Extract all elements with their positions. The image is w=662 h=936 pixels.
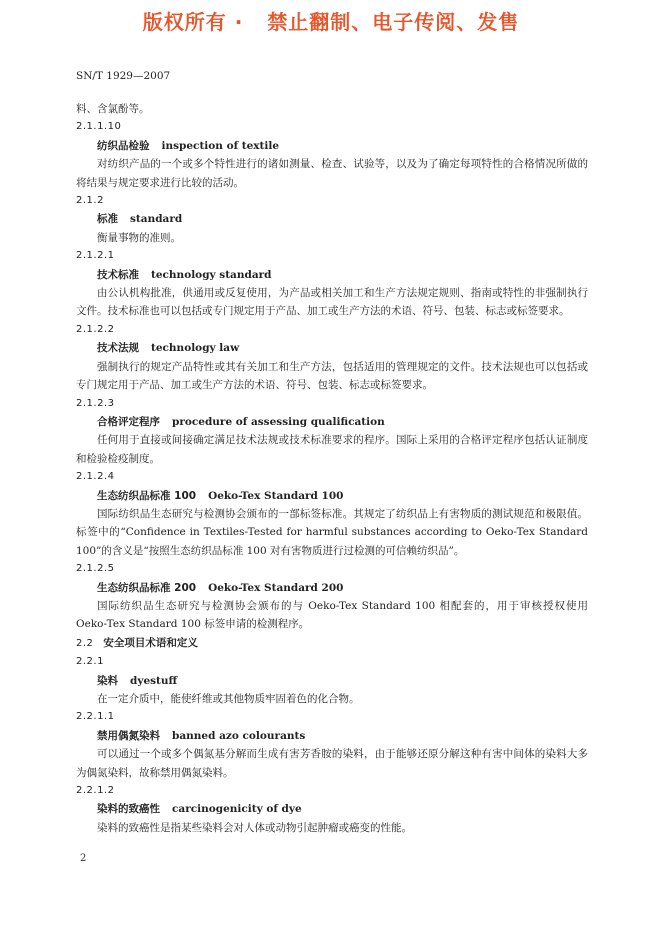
clause-number: 2.2.1.1 (76, 711, 115, 723)
term-cn: 生态纺织品标准 200 (97, 581, 197, 594)
term-heading (76, 487, 588, 505)
term-en: technology standard (151, 268, 272, 281)
term-cn: 染料 (97, 674, 118, 687)
term-en: inspection of textile (161, 139, 280, 152)
clause-number: 2.2.1.2 (76, 785, 115, 797)
section-title: 安全项目术语和定义 (103, 636, 198, 649)
term-cn: 技术标准 (97, 268, 139, 281)
term-definition: 国际纺织品生态研究与检测协会颁布的与 Oeko-Tex Standard 100 相配套的，用于审核授权使用 Oeko-Tex Standard 100 标签申请的检测程序。 (76, 599, 588, 631)
term-heading (76, 800, 588, 818)
clause-number: 2.1.2.1 (76, 250, 115, 262)
term-en: Oeko-Tex Standard 200 (208, 581, 344, 594)
term-en: procedure of assessing qualification (172, 415, 385, 428)
clause-number: 2.1.2.3 (76, 397, 115, 409)
term-en: carcinogenicity of dye (172, 803, 302, 816)
term-definition: 由公认机构批准，供通用或反复使用，为产品或相关加工和生产方法规定规则、指南或特性的非强制执行文件。技术标准也可以包括或专门规定用于产品、加工或生产方法的术语、符号、包装、标志或标签要求。 (76, 287, 588, 318)
clause-number: 2.2.1 (76, 656, 104, 668)
term-cn: 技术法规 (97, 342, 139, 355)
term-cn: 禁用偶氮染料 (97, 729, 160, 742)
clause-number: 2.1.2.2 (76, 323, 115, 335)
term-heading (76, 210, 588, 228)
term-en: standard (130, 213, 183, 226)
term-heading (76, 266, 588, 284)
term-definition: 可以通过一个或多个偶氮基分解而生成有害芳香胺的染料，由于能够还原分解这种有害中间体的染料大多为偶氮染料，故称禁用偶氮染料。 (76, 748, 588, 779)
term-definition: 染料的致癌性是指某些染料会对人体或动物引起肿瘤或癌变的性能。 (97, 821, 412, 834)
term-cn: 纺织品检验 (97, 139, 150, 152)
page-number: 2 (80, 853, 87, 864)
term-heading (76, 339, 588, 357)
term-cn: 标准 (97, 213, 118, 226)
term-definition: 对纺织产品的一个或多个特性进行的诸如测量、检查、试验等，以及为了确定每项特性的合格情况所做的将结果与规定要求进行比较的活动。 (76, 158, 588, 189)
term-definition: 国际纺织品生态研究与检测协会颁布的一部标签标准。其规定了纺织品上有害物质的测试规范和极限值。标签中的“Confidence in Textiles-Tested for harmful substances according to Oeko-Tex Standard 100”的含义是“按照生态纺织品标准 100 对有害物质进行过检测的可信赖纺织品”。 (76, 507, 588, 557)
term-definition: 在一定介质中，能使纤维或其他物质牢固着色的化合物。 (97, 693, 360, 705)
clause-number: 2.1.2.5 (76, 563, 115, 575)
term-definition: 任何用于直接或间接确定满足技术法规或技术标准要求的程序。国际上采用的合格评定程序包括认证制度和检验检疫制度。 (76, 434, 588, 465)
clause-number: 2.1.2 (76, 195, 104, 207)
document-id: SN/T 1929—2007 (76, 70, 171, 82)
term-cn: 合格评定程序 (97, 415, 160, 428)
clause-number: 2.1.1.10 (76, 121, 122, 133)
term-cn: 生态纺织品标准 100 (97, 489, 197, 502)
term-en: technology law (151, 342, 240, 355)
copyright-banner: 版权所有 · 禁止翻制、电子传阅、发售 (142, 10, 520, 34)
term-heading (76, 672, 588, 690)
term-en: Oeko-Tex Standard 100 (208, 489, 344, 502)
document-body (76, 100, 588, 837)
section-number: 2.2 (76, 637, 94, 649)
term-definition: 强制执行的规定产品特性或其有关加工和生产方法，包括适用的管理规定的文件。技术法规也可以包括或专门规定用于产品、加工或生产方法的术语、符号、包装、标志或标签要求。 (76, 360, 588, 392)
continuation-text: 料、含氯酚等。 (76, 103, 150, 115)
term-definition: 衡量事物的准则。 (97, 231, 181, 244)
term-heading (76, 413, 588, 431)
term-en: banned azo colourants (172, 729, 306, 742)
term-heading (76, 727, 588, 745)
term-heading (76, 579, 588, 597)
term-en: dyestuff (130, 674, 178, 687)
term-cn: 染料的致癌性 (97, 803, 160, 816)
clause-number: 2.1.2.4 (76, 471, 115, 483)
section-heading (76, 634, 588, 653)
term-heading (76, 137, 588, 155)
